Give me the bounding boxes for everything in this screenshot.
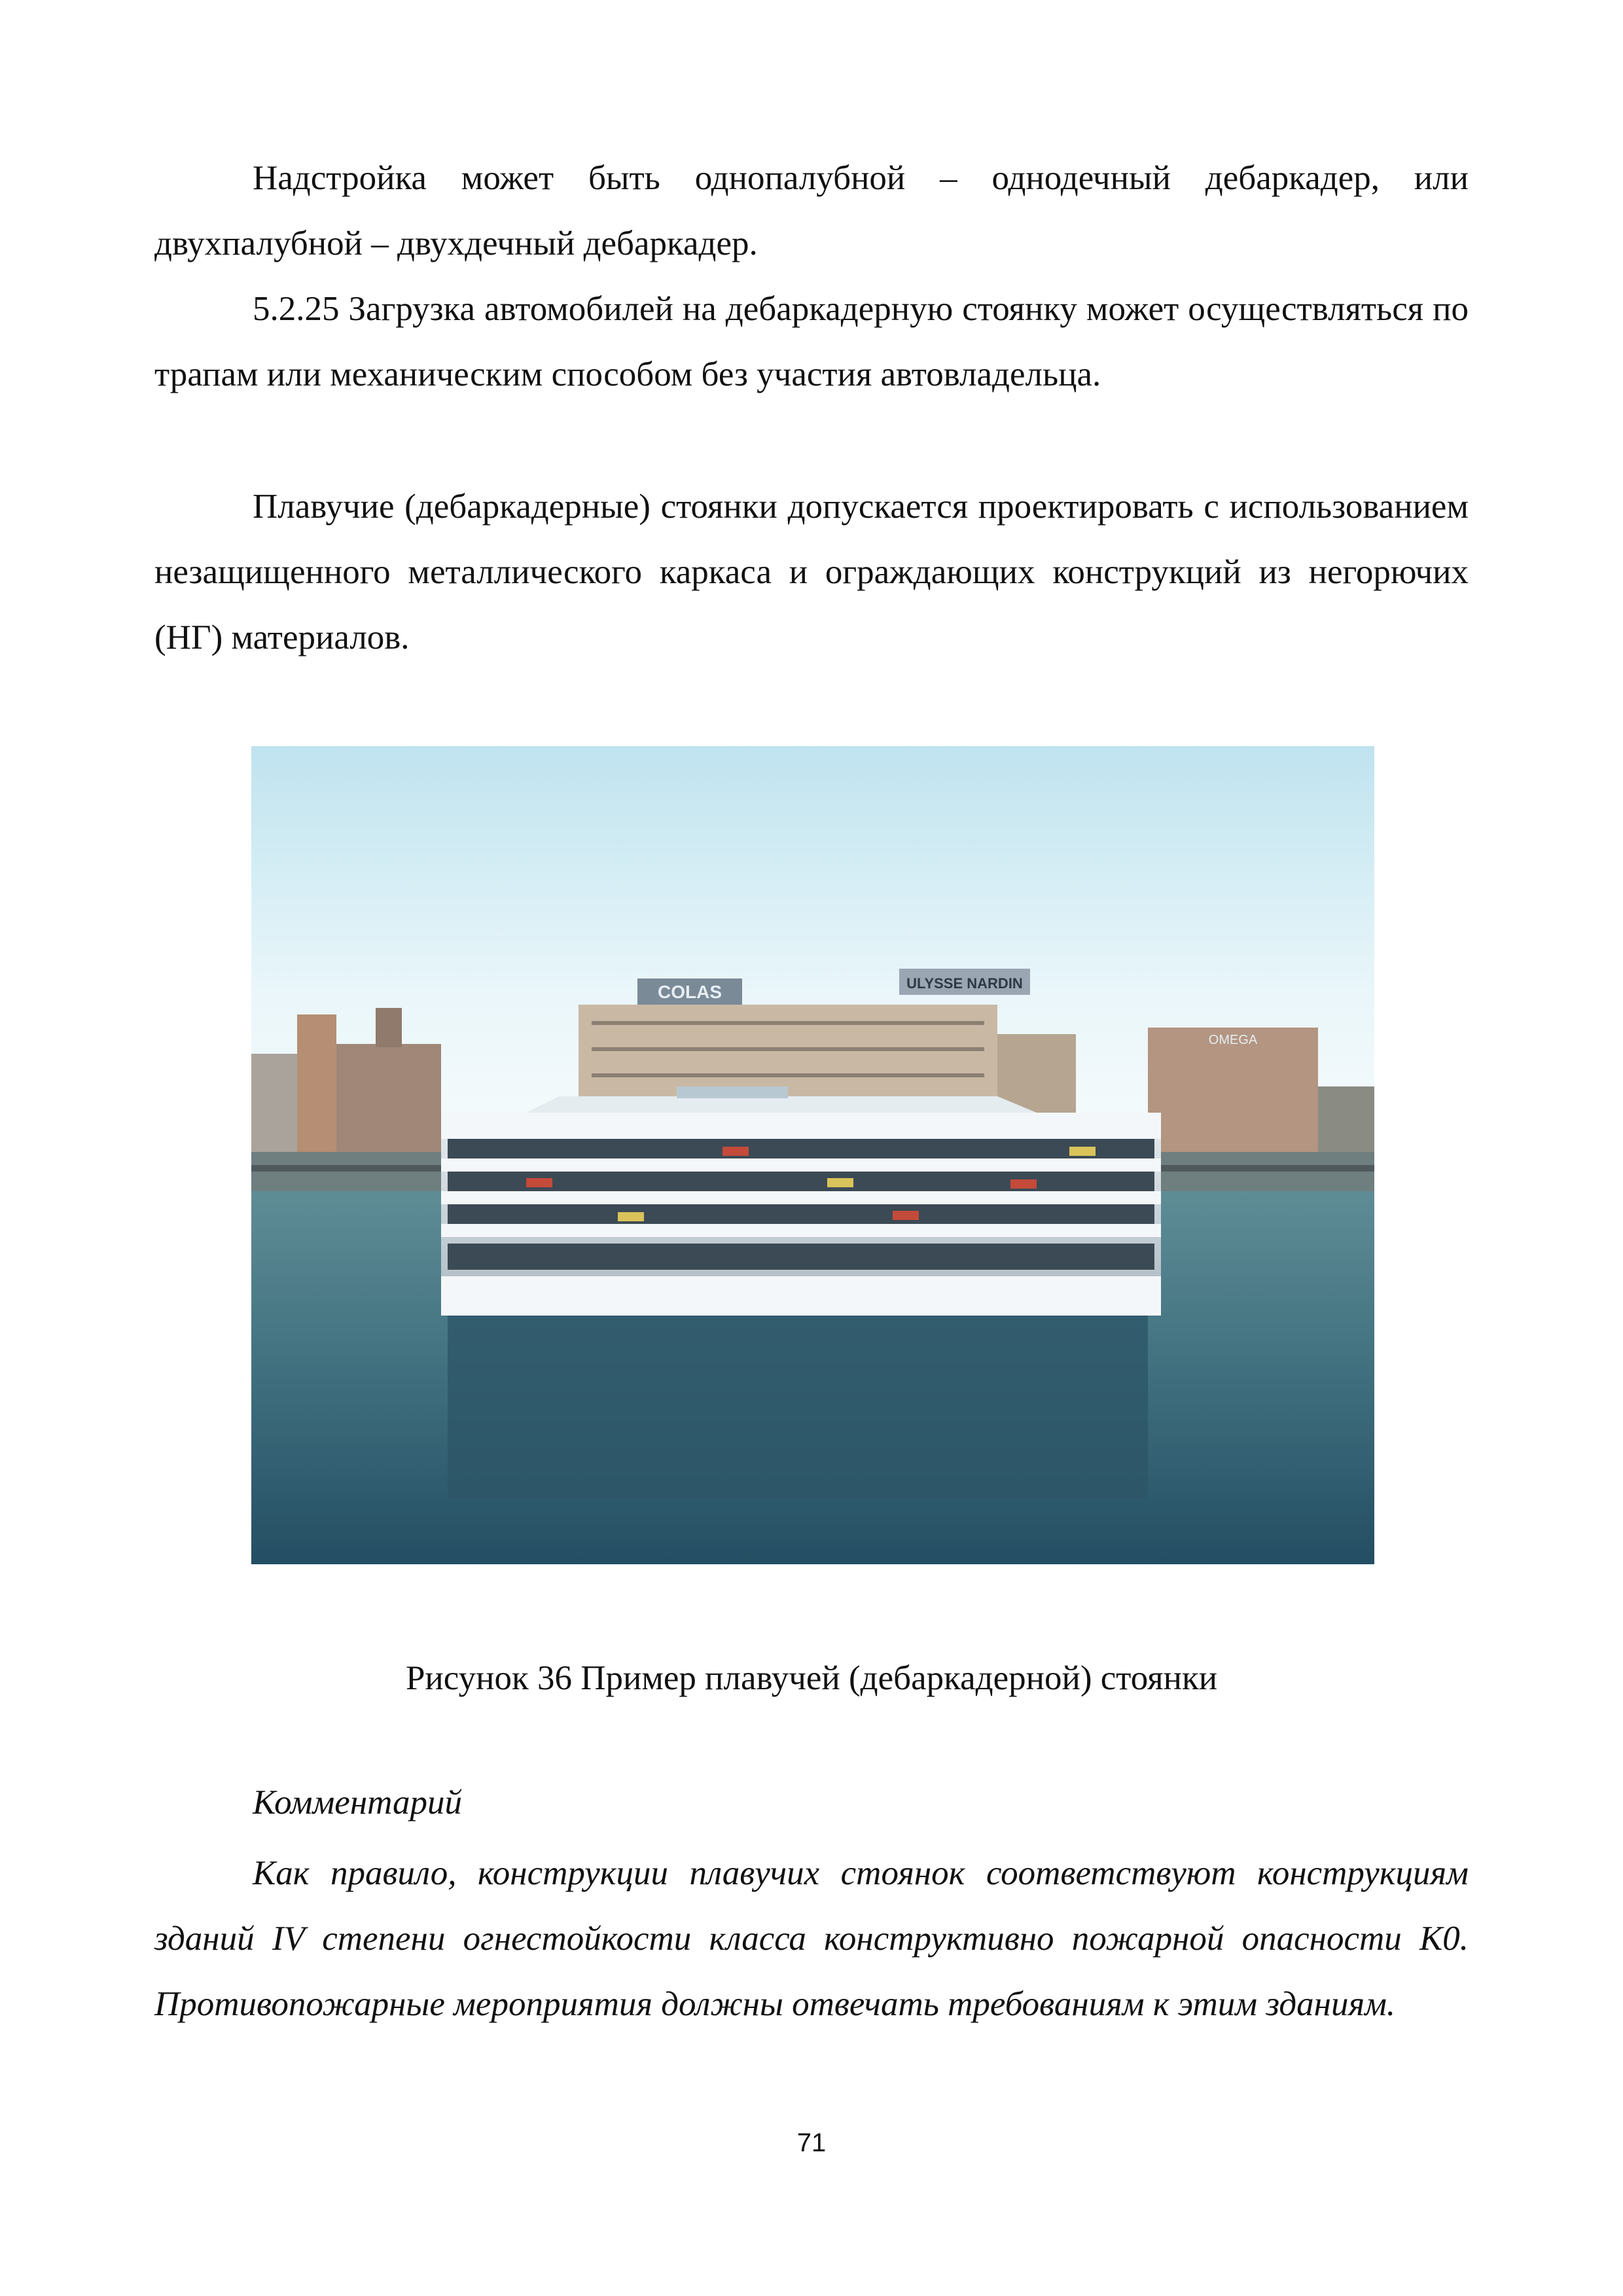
sign-ulysse-nardin: ULYSSE NARDIN — [906, 975, 1023, 992]
comment-paragraph: Как правило, конструкции плавучих стоянок соответствуют конструкциям зданий IV степени огнестойкости класса конструктивно пожарной опасности К0. Противопожарные мероприятия должны отвечать требованиям к этим зданиям. — [154, 1854, 1469, 2023]
figure-caption: Рисунок 36 Пример плавучей (дебаркадерной) стоянки — [405, 1659, 1218, 1697]
sign-colas: COLAS — [658, 982, 722, 1002]
paragraph-floating-parking: Плавучие (дебаркадерные) стоянки допускается проектировать с использованием незащищенного металлического каркаса и ограждающих конструкций из негорючих (НГ) материалов. — [154, 488, 1469, 656]
paragraph-superstructure: Надстройка может быть однопалубной – однодечный дебаркадер, или двухпалубной – двухдечный дебаркадер. — [154, 159, 1469, 262]
paragraph-5-2-25: 5.2.25 Загрузка автомобилей на дебаркадерную стоянку может осуществляться по трапам или механическим способом без участия автовладельца. — [154, 290, 1469, 393]
sign-omega: OMEGA — [1208, 1033, 1258, 1047]
page-number: 71 — [796, 2128, 827, 2157]
comment-heading: Комментарий — [253, 1784, 463, 1821]
figure-photo-floating-parking — [251, 746, 1374, 1564]
